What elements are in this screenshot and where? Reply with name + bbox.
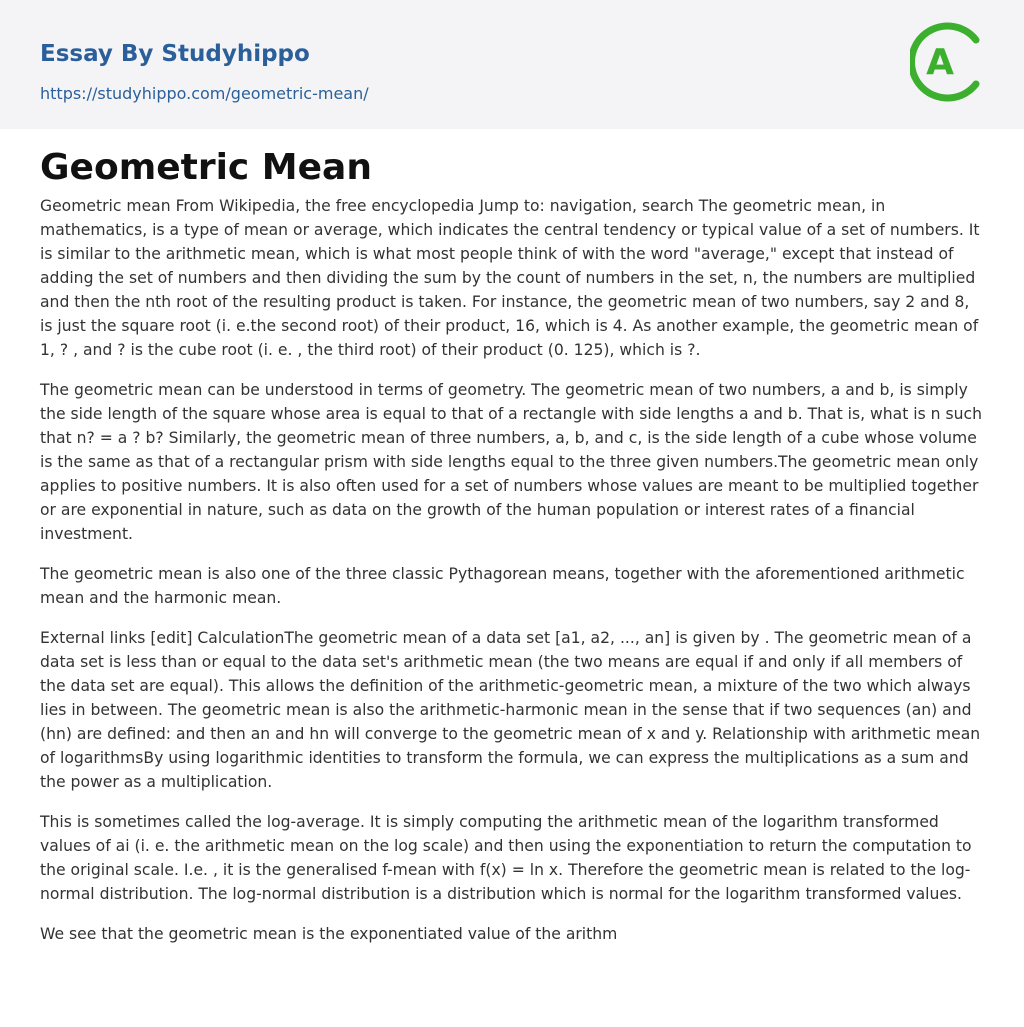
article-body [40, 194, 985, 962]
article-paragraph: External links [edit] CalculationThe geometric mean of a data set [a1, a2, ..., an] is given by . The geometric mean of a data set is less than or equal to the data set's arithmetic mean (the two means are equal if and only if all members of the data set are equal). This allows the definition of the arithmetic-geometric mean, a mixture of the two which always lies in between. The geometric mean is also the arithmetic-harmonic mean in the sense that if two sequences (an) and (hn) are defined: and then an and hn will converge to the geometric mean of x and y. Relationship with arithmetic mean of logarithmsBy using logarithmic identities to transform the formula, we can express the multiplications as a sum and the power as a multiplication. [40, 629, 981, 791]
article-paragraph: The geometric mean can be understood in terms of geometry. The geometric mean of two numbers, a and b, is simply the side length of the square whose area is equal to that of a rectangle with side lengths a and b. That is, what is n such that n? = a ? b? Similarly, the geometric mean of three numbers, a, b, and c, is the side length of a cube whose volume is the same as that of a rectangular prism with side lengths equal to the three given numbers.The geometric mean only applies to positive numbers. It is also often used for a set of numbers whose values are meant to be multiplied together or are exponential in nature, such as data on the growth of the human population or interest rates of a financial investment. [40, 381, 982, 543]
studyhippo-logo-icon[interactable] [910, 18, 988, 106]
page-url-link[interactable]: https://studyhippo.com/geometric-mean/ [40, 84, 369, 103]
site-brand[interactable]: Essay By Studyhippo [40, 41, 310, 67]
article-title: Geometric Mean [40, 147, 372, 188]
logo-letter: A [926, 42, 954, 83]
article-paragraph: We see that the geometric mean is the exponentiated value of the arithm [40, 925, 618, 943]
article-paragraph: Geometric mean From Wikipedia, the free encyclopedia Jump to: navigation, search The geometric mean, in mathematics, is a type of mean or average, which indicates the central tendency or typical value of a set of numbers. It is similar to the arithmetic mean, which is what most people think of with the word "average," except that instead of adding the set of numbers and then dividing the sum by the count of numbers in the set, n, the numbers are multiplied and then the nth root of the resulting product is taken. For instance, the geometric mean of two numbers, say 2 and 8, is just the square root (i. e.the second root) of their product, 16, which is 4. As another example, the geometric mean of 1, ? , and ? is the cube root (i. e. , the third root) of their product (0. 125), which is ?. [40, 197, 980, 359]
article-paragraph: This is sometimes called the log-average. It is simply computing the arithmetic mean of the logarithm transformed values of ai (i. e. the arithmetic mean on the log scale) and then using the exponentiation to return the computation to the original scale. I.e. , it is the generalised f-mean with f(x) = ln x. Therefore the geometric mean is related to the log-normal distribution. The log-normal distribution is a distribution which is normal for the logarithm transformed values. [40, 813, 972, 903]
article-paragraph: The geometric mean is also one of the three classic Pythagorean means, together with the aforementioned arithmetic mean and the harmonic mean. [40, 565, 965, 607]
